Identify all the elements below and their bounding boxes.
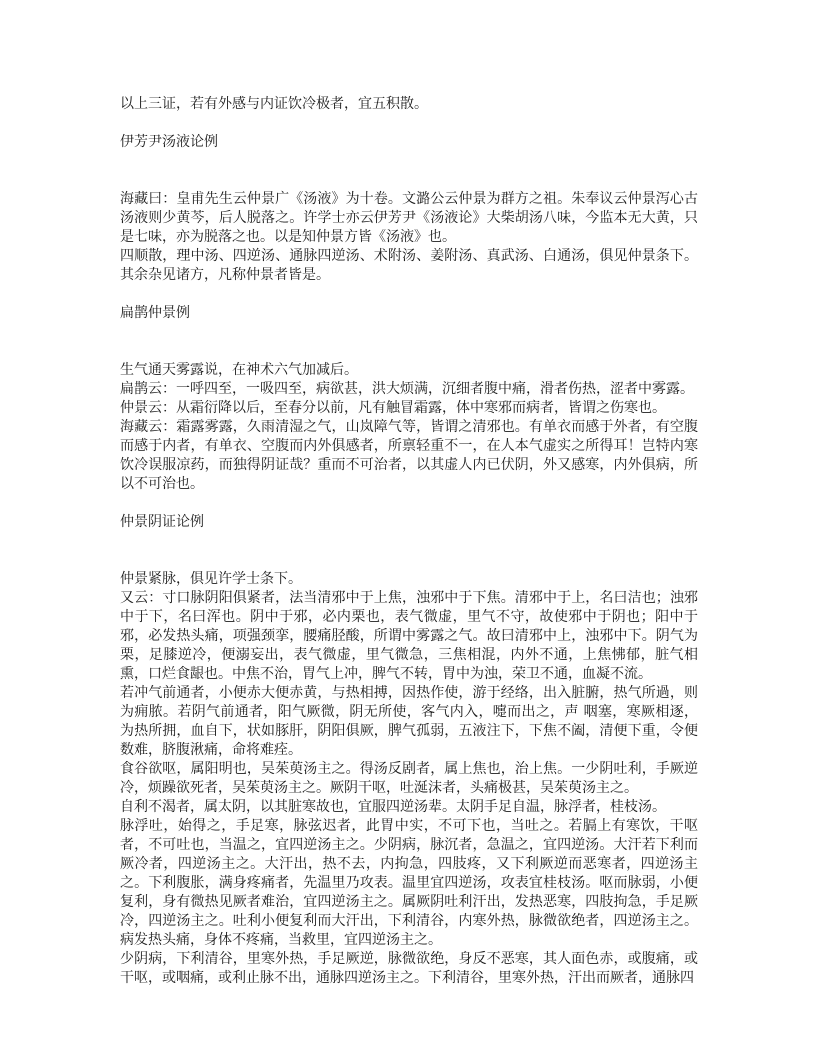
spacer [120, 152, 698, 190]
spacer [120, 532, 698, 570]
paragraph: 四顺散，理中汤、四逆汤、通脉四逆汤、术附汤、姜附汤、真武汤、白通汤，俱见仲景条下。其余杂见诸方，凡称仲景者皆是。 [120, 248, 698, 283]
paragraph: 又云：寸口脉阴阳俱紧者，法当清邪中于上焦，浊邪中于下焦。清邪中于上，名曰洁也；浊邪中于下，名曰浑也。阴中于邪，必内栗也，表气微虚，里气不守，故使邪中于阴也；阳中于邪，必发热头痛，项强颈挛，腰痛胫酸，所谓中雾露之气。故曰清邪中上，浊邪中下。阴气为栗，足膝逆冷，便溺妄出，表气微虚，里气微急，三焦相混，内外不通，上焦怫郁，脏气相熏，口烂食龈也。中焦不治，胃气上冲，脾气不转，胃中为浊，荣卫不通，血凝不流。 [120, 590, 698, 682]
paragraph: 若冲气前通者，小便赤大便赤黄，与热相搏，因热作使，游于经络，出入脏腑，热气所過，则为痈脓。若阴气前通者，阳气厥微，阴无所使，客气内入，嚏而出之，声 咽塞，寒厥相逐，为热所拥，血自下，状如豚肝，阴阳俱厥，脾气孤弱，五液注下，下焦不阖，清便下重，令便数难，脐腹湫痛，命将难痊。 [120, 685, 698, 758]
paragraph: 海藏云：霜露雾露，久雨清湿之气，山岚障气等，皆谓之清邪也。有单衣而感于外者，有空腹而感于内者，有单衣、空腹而内外俱感者，所禀轻重不一，在人本气虚实之所得耳！岂特内寒饮冷误服凉药，而独得阴证哉？重而不可治者，以其虚人内已伏阴，外又感寒，内外俱病，所以不可治也。 [120, 419, 698, 492]
paragraph: 生气通天雾露说，在神术六气加减后。 [120, 362, 358, 378]
section-heading: 扁鹊仲景例 [120, 305, 190, 321]
paragraph: 扁鹊云：一呼四至，一吸四至，病欲甚，洪大烦满，沉细者腹中痛，滑者伤热，涩者中雾露。 [120, 381, 694, 397]
section-bianque [120, 304, 698, 494]
spacer [120, 494, 698, 513]
section-yifangyin [120, 133, 698, 285]
intro-paragraph: 以上三证，若有外感与内证饮冷极者，宜五积散。 [120, 96, 428, 112]
section-heading: 仲景阴证论例 [120, 514, 204, 530]
spacer [120, 285, 698, 304]
paragraph: 海藏曰：皇甫先生云仲景广《汤液》为十卷。文潞公云仲景为群方之祖。朱奉议云仲景泻心古汤液则少黄芩，后人脱落之。许学士亦云伊芳尹《汤液论》大柴胡汤八味，今监本无大黄，只是七味，亦为脱落之也。以是知仲景方皆《汤液》也。 [120, 191, 698, 245]
document-page [120, 95, 698, 988]
paragraph: 仲景云：从霜衍降以后，至春分以前，凡有触冒霜露，体中寒邪而病者，皆谓之伤寒也。 [120, 400, 666, 416]
paragraph: 食谷欲呕，属阳明也，吴茱萸汤主之。得汤反剧者，属上焦也，治上焦。一少阴吐利，手厥逆冷，烦躁欲死者，吴茱萸汤主之。厥阴干呕，吐涎沫者，头痛极甚，吴茱萸汤主之。 [120, 761, 698, 796]
paragraph: 自利不渴者，属太阴，以其脏寒故也，宜服四逆汤辈。太阴手足自温，脉浮者，桂枝汤。 [120, 799, 666, 815]
section-heading: 伊芳尹汤液论例 [120, 134, 218, 150]
spacer [120, 323, 698, 361]
spacer [120, 114, 698, 133]
paragraph: 少阴病，下利清谷，里寒外热，手足厥逆，脉微欲绝，身反不恶寒，其人面色赤，或腹痛，或干呕，或咽痛，或利止脉不出，通脉四逆汤主之。下利清谷，里寒外热，汗出而厥者，通脉四 [120, 951, 698, 986]
paragraph: 仲景紧脉，俱见许学士条下。 [120, 571, 302, 587]
paragraph: 脉浮吐，始得之，手足寒，脉弦迟者，此胃中实，不可下也，当吐之。若膈上有寒饮，干呕者，不可吐也，当温之，宜四逆汤主之。少阴病，脉沉者，急温之，宜四逆汤。大汗若下利而厥冷者，四逆汤主之。大汗出，热不去，内拘急，四肢疼，又下利厥逆而恶寒者，四逆汤主之。下利腹胀，满身疼痛者，先温里乃攻表。温里宜四逆汤，攻表宜桂枝汤。呕而脉弱，小便复利，身有微热见厥者难治，宜四逆汤主之。属厥阴吐利汗出，发热恶寒，四肢拘急，手足厥冷，四逆汤主之。吐利小便复利而大汗出，下利清谷，内寒外热，脉微欲绝者，四逆汤主之。病发热头痛，身体不疼痛，当救里，宜四逆汤主之。 [120, 818, 698, 948]
section-zhongjing-yinzheng [120, 513, 698, 988]
